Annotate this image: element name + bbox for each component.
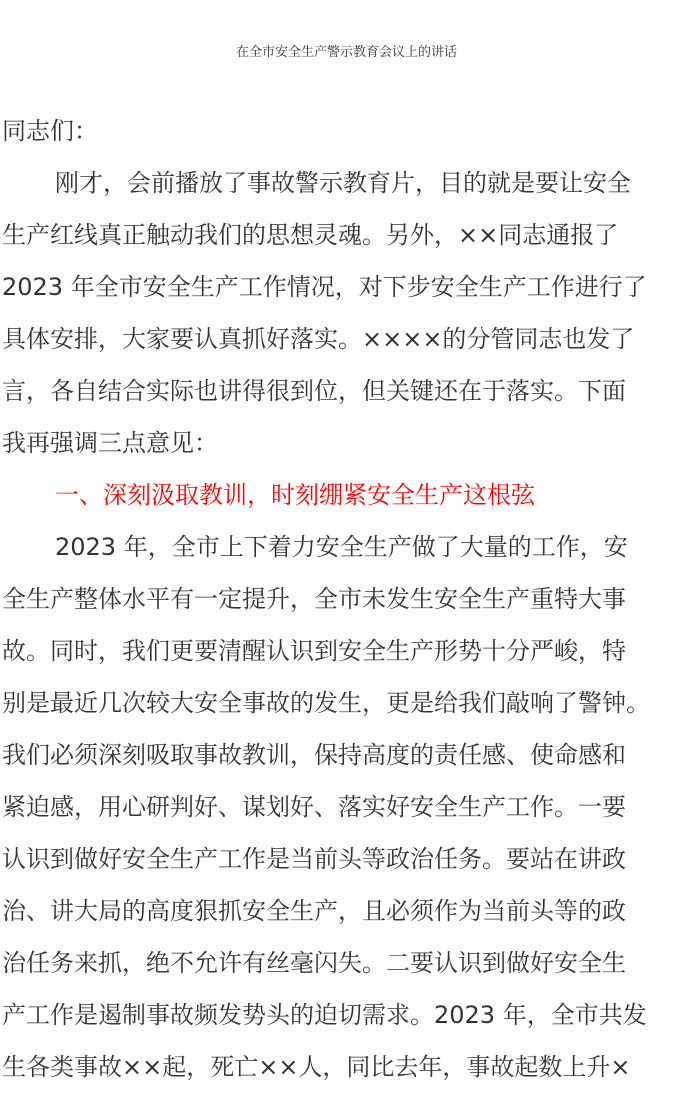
paragraph-line: 全生产整体水平有一定提升，全市未发生安全生产重特大事 [2,585,626,613]
paragraph-line: 产工作是遏制事故频发势头的迫切需求。2023 年，全市共发 [2,1001,647,1029]
paragraph-line: 具体安排，大家要认真抓好落实。××××的分管同志也发了 [2,325,635,353]
paragraph-line: 故。同时，我们更要清醒认识到安全生产形势十分严峻，特 [2,637,626,665]
section-heading: 一、深刻汲取教训，时刻绷紧安全生产这根弦 [55,481,535,509]
paragraph-line: 治任务来抓，绝不允许有丝毫闪失。二要认识到做好安全生 [2,949,626,977]
paragraph-line: 2023 年，全市上下着力安全生产做了大量的工作，安 [55,533,628,561]
paragraph-line: 别是最近几次较大安全事故的发生，更是给我们敲响了警钟。 [2,689,650,717]
paragraph-line: 认识到做好安全生产工作是当前头等政治任务。要站在讲政 [2,845,626,873]
paragraph-line: 生各类事故××起，死亡××人，同比去年，事故起数上升× [2,1053,631,1081]
paragraph-line: 生产红线真正触动我们的思想灵魂。另外，××同志通报了 [2,221,619,249]
salutation-line: 同志们： [2,117,98,145]
paragraph-line: 刚才，会前播放了事故警示教育片，目的就是要让安全 [55,169,631,197]
paragraph-line: 我们必须深刻吸取事故教训，保持高度的责任感、使命感和 [2,741,626,769]
paragraph-line: 紧迫感，用心研判好、谋划好、落实好安全生产工作。一要 [2,793,626,821]
paragraph-line: 2023 年全市安全生产工作情况，对下步安全生产工作进行了 [2,273,647,301]
paragraph-line: 我再强调三点意见： [2,429,218,457]
paragraph-line: 言，各自结合实际也讲得很到位，但关键还在于落实。下面 [2,377,626,405]
paragraph-line: 治、讲大局的高度狠抓安全生产，且必须作为当前头等的政 [2,897,626,925]
document-title: 在全市安全生产警示教育会议上的讲话 [235,45,457,60]
